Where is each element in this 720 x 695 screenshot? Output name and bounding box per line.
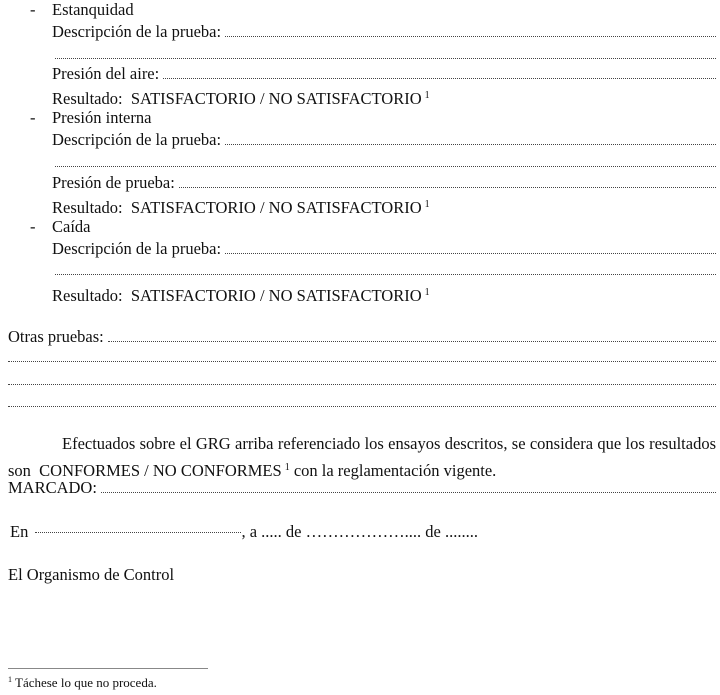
description-field[interactable] (225, 253, 716, 254)
place-date-line (10, 522, 478, 542)
result-line (52, 195, 430, 215)
test-pressure-line (52, 173, 716, 193)
test-name: Caída (52, 217, 91, 236)
other-tests-field[interactable] (108, 341, 716, 342)
footnote-ref: 1 (424, 199, 430, 210)
de-label: de (285, 522, 302, 541)
footnote-ref: 1 (424, 90, 430, 101)
other-tests-line (8, 327, 716, 347)
test-bullet: - (30, 0, 36, 19)
result-value: SATISFACTORIO / NO SATISFACTORIO (130, 89, 422, 108)
result-label: Resultado: (52, 286, 123, 305)
conclusion-verdict: CONFORMES / NO CONFORMES (39, 461, 282, 480)
place-field[interactable] (35, 532, 241, 533)
description-line (52, 239, 716, 259)
test-bullet: - (30, 108, 36, 127)
test-pressure-field[interactable] (179, 187, 716, 188)
other-tests-field-line[interactable] (8, 361, 716, 362)
conclusion-text: Efectuados sobre el GRG arriba referenciado los ensayos descritos, se considera que los resultados son (8, 434, 716, 480)
test-bullet: - (30, 217, 36, 236)
test-pressure-label: Presión de prueba: (52, 173, 175, 192)
air-pressure-field[interactable] (163, 78, 716, 79)
footnote (8, 672, 157, 691)
test-name: Presión interna (52, 108, 152, 127)
description-continuation-field[interactable] (55, 166, 716, 167)
description-line (52, 130, 716, 150)
description-label: Descripción de la prueba: (52, 22, 222, 41)
day-field[interactable]: ..... (261, 522, 282, 541)
footnote-ref: 1 (424, 287, 430, 298)
conclusion-paragraph (8, 432, 716, 483)
signatory: El Organismo de Control (8, 565, 175, 584)
footnote-mark: 1 (8, 675, 12, 684)
other-tests-label: Otras pruebas: (8, 327, 104, 346)
description-label: Descripción de la prueba: (52, 239, 222, 258)
description-continuation-field[interactable] (55, 274, 716, 275)
result-line (52, 86, 430, 106)
footnote-separator (8, 668, 208, 669)
description-field[interactable] (225, 144, 716, 145)
description-line (52, 22, 716, 42)
marking-label: MARCADO: (8, 478, 97, 497)
other-tests-field-line[interactable] (8, 406, 716, 407)
air-pressure-line (52, 64, 716, 84)
result-label: Resultado: (52, 198, 123, 217)
other-tests-field-line[interactable] (8, 384, 716, 385)
result-label: Resultado: (52, 89, 123, 108)
description-label: Descripción de la prueba: (52, 130, 222, 149)
marking-line (8, 478, 716, 498)
result-line (52, 283, 430, 303)
footnote-text: Táchese lo que no proceda. (15, 675, 157, 690)
result-value: SATISFACTORIO / NO SATISFACTORIO (130, 286, 422, 305)
conclusion-text-end: con la reglamentación vigente. (293, 461, 497, 480)
place-date-separator: , a (241, 522, 258, 541)
air-pressure-label: Presión del aire: (52, 64, 160, 83)
footnote-ref: 1 (284, 462, 290, 473)
place-label: En (10, 522, 29, 541)
marking-field[interactable] (101, 492, 716, 493)
result-value: SATISFACTORIO / NO SATISFACTORIO (130, 198, 422, 217)
de-label: de (425, 522, 441, 541)
test-name: Estanquidad (52, 0, 134, 19)
description-field[interactable] (225, 36, 716, 37)
description-continuation-field[interactable] (55, 58, 716, 59)
year-field[interactable]: ........ (444, 522, 478, 541)
month-field[interactable]: ……………….... (305, 522, 422, 541)
